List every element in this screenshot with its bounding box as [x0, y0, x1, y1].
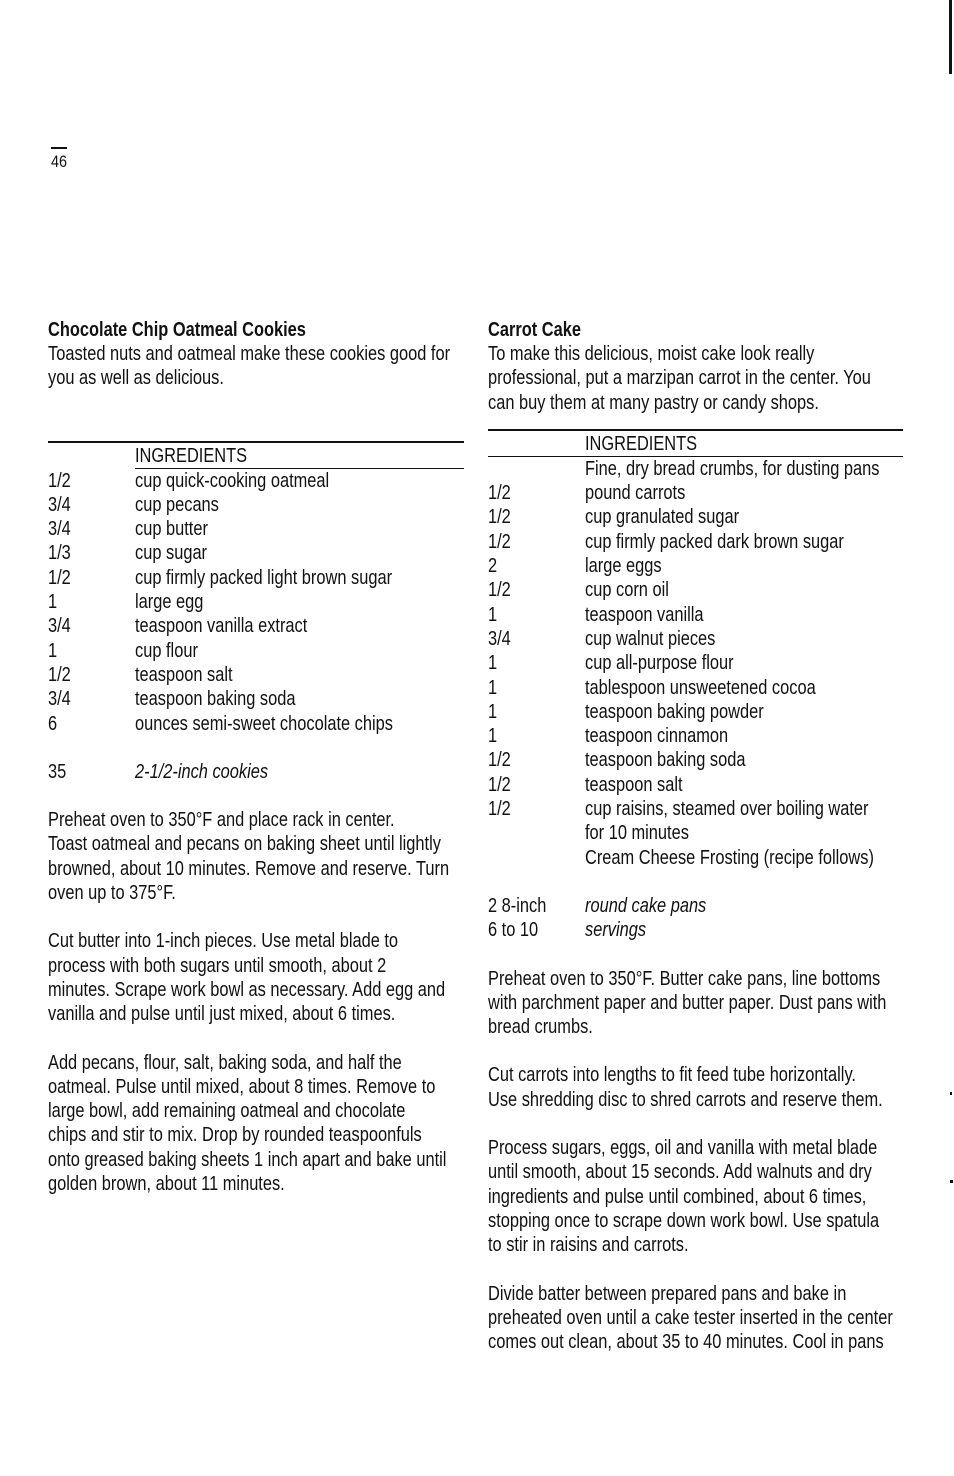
instruction-line: oven up to 375°F.: [48, 882, 176, 905]
recipe-intro: [488, 342, 903, 415]
ingredient-description: cup granulated sugar: [585, 506, 740, 529]
ingredient-description: cup flour: [135, 639, 198, 662]
ingredient-description: cup pecans: [135, 493, 219, 516]
instruction-line: Preheat oven to 350°F. Butter cake pans, line bottoms: [488, 967, 881, 990]
ingredient-row: [48, 639, 464, 663]
instruction-line: oatmeal. Pulse until mixed, about 8 times. Remove to: [48, 1075, 436, 1098]
ingredient-description: cup walnut pieces: [585, 627, 716, 650]
recipe-title: Chocolate Chip Oatmeal Cookies: [48, 319, 306, 341]
ingredient-row: [488, 530, 903, 554]
ingredient-row: [488, 700, 903, 724]
ingredient-row: [488, 457, 903, 481]
yield-list: [488, 894, 903, 943]
yield-row: [48, 760, 464, 784]
ingredient-list: [488, 457, 903, 870]
ingredient-quantity: 1: [488, 725, 498, 748]
instruction-paragraph: [488, 1063, 903, 1112]
instruction-line: process with both sugars until smooth, about 2: [48, 954, 387, 977]
ingredient-quantity: 6: [48, 712, 58, 735]
instruction-line: browned, about 10 minutes. Remove and reserve. Turn: [48, 857, 450, 880]
intro-line: To make this delicious, moist cake look really: [488, 343, 815, 365]
ingredient-description: tablespoon unsweetened cocoa: [585, 676, 816, 699]
ingredient-description: ounces semi-sweet chocolate chips: [135, 712, 393, 735]
ingredient-quantity: 1/2: [488, 773, 511, 796]
instruction-line: bread crumbs.: [488, 1016, 593, 1039]
yield-row: [488, 894, 903, 918]
scan-edge-mark: [949, 0, 952, 74]
yield-description: round cake pans: [585, 894, 707, 917]
ingredient-row: [488, 846, 903, 870]
ingredient-row: [48, 663, 464, 687]
ingredient-quantity: 1/2: [488, 530, 511, 553]
instruction-line: Cut carrots into lengths to fit feed tube horizontally.: [488, 1064, 856, 1087]
instruction-line: large bowl, add remaining oatmeal and chocolate: [48, 1100, 406, 1123]
instruction-line: with parchment paper and butter paper. Dust pans with: [488, 991, 887, 1014]
ingredients-header-label: INGREDIENTS: [135, 444, 248, 467]
ingredients-header: [48, 443, 464, 469]
ingredient-row: [488, 676, 903, 700]
ingredient-quantity: 3/4: [48, 688, 71, 711]
recipe-chocolate-chip-oatmeal-cookies: [48, 318, 464, 1196]
ingredient-description: cup corn oil: [585, 579, 669, 602]
ingredient-description: cup all-purpose flour: [585, 652, 734, 675]
ingredient-quantity: 1: [48, 591, 58, 614]
instruction-line: golden brown, about 11 minutes.: [48, 1173, 285, 1196]
instruction-paragraph: [488, 967, 903, 1040]
ingredients-header: [488, 431, 903, 457]
ingredient-quantity: 1/2: [488, 506, 511, 529]
instruction-line: vanilla and pulse until just mixed, about 6 times.: [48, 1003, 396, 1026]
ingredient-list: [48, 469, 464, 736]
instruction-paragraph: [488, 1136, 903, 1257]
ingredient-description: teaspoon vanilla: [585, 603, 704, 626]
ingredient-row: [48, 517, 464, 541]
scan-speck: [950, 1092, 952, 1095]
ingredient-description: cup sugar: [135, 542, 208, 565]
ingredient-quantity: 3/4: [48, 493, 71, 516]
instructions: [48, 808, 464, 1196]
ingredient-quantity: 1: [48, 639, 58, 662]
ingredient-row: [488, 481, 903, 505]
ingredient-description: pound carrots: [585, 482, 686, 505]
ingredient-description: Cream Cheese Frosting (recipe follows): [585, 846, 874, 869]
ingredient-description: teaspoon salt: [135, 663, 233, 686]
instruction-line: onto greased baking sheets 1 inch apart and bake until: [48, 1148, 447, 1171]
recipe-intro: [48, 342, 464, 391]
yield-quantity: 35: [48, 760, 67, 783]
instructions: [488, 967, 903, 1355]
instruction-paragraph: [48, 1051, 464, 1197]
ingredient-row: [488, 797, 903, 821]
ingredient-row: [488, 554, 903, 578]
ingredient-row: [48, 687, 464, 711]
ingredient-row: [48, 614, 464, 638]
ingredient-row: [488, 578, 903, 602]
intro-line: can buy them at many pastry or candy shops.: [488, 391, 819, 414]
intro-line: Toasted nuts and oatmeal make these cookies good for: [48, 343, 451, 365]
ingredient-row: [48, 712, 464, 736]
recipe-title: Carrot Cake: [488, 319, 581, 341]
ingredient-quantity: 1: [488, 700, 498, 723]
instruction-line: Process sugars, eggs, oil and vanilla with metal blade: [488, 1137, 878, 1160]
instruction-line: minutes. Scrape work bowl as necessary. Add egg and: [48, 978, 446, 1001]
ingredient-description: teaspoon salt: [585, 773, 683, 796]
ingredient-row: [488, 821, 903, 845]
instruction-line: Add pecans, flour, salt, baking soda, and half the: [48, 1051, 402, 1074]
yield-list: [48, 760, 464, 784]
ingredient-description: cup butter: [135, 518, 208, 541]
ingredient-row: [488, 603, 903, 627]
ingredient-quantity: 1/2: [48, 663, 71, 686]
ingredient-description: Fine, dry bread crumbs, for dusting pans: [585, 457, 880, 480]
ingredient-row: [488, 724, 903, 748]
intro-line: professional, put a marzipan carrot in the center. You: [488, 367, 871, 390]
ingredient-description: teaspoon baking soda: [585, 749, 746, 772]
page-number-rule: [51, 147, 67, 149]
ingredients-table: [48, 441, 464, 785]
ingredient-row: [48, 541, 464, 565]
ingredient-row: [488, 651, 903, 675]
ingredient-quantity: 3/4: [488, 627, 511, 650]
ingredient-row: [48, 590, 464, 614]
page-number-text: 46: [51, 152, 68, 171]
ingredient-row: [488, 748, 903, 772]
ingredient-quantity: 1/2: [488, 798, 511, 821]
ingredient-description: cup raisins, steamed over boiling water: [585, 798, 869, 821]
instruction-line: Preheat oven to 350°F and place rack in center.: [48, 809, 395, 832]
ingredient-quantity: 1/3: [48, 542, 71, 565]
ingredient-description: teaspoon baking soda: [135, 688, 296, 711]
instruction-line: comes out clean, about 35 to 40 minutes. Cool in pans: [488, 1331, 884, 1354]
ingredient-row: [48, 493, 464, 517]
ingredient-row: [488, 773, 903, 797]
instruction-paragraph: [48, 808, 464, 905]
instruction-line: Divide batter between prepared pans and bake in: [488, 1282, 847, 1305]
ingredient-quantity: 1: [488, 603, 498, 626]
ingredient-description: large eggs: [585, 555, 662, 578]
instruction-line: preheated oven until a cake tester inserted in the center: [488, 1306, 893, 1329]
recipe-carrot-cake: [488, 318, 903, 1354]
ingredient-quantity: 1/2: [488, 579, 511, 602]
instruction-line: Toast oatmeal and pecans on baking sheet until lightly: [48, 833, 441, 856]
instruction-paragraph: [488, 1282, 903, 1355]
yield-row: [488, 918, 903, 942]
ingredient-description: cup quick-cooking oatmeal: [135, 469, 330, 492]
ingredient-quantity: 2: [488, 555, 498, 578]
instruction-line: to stir in raisins and carrots.: [488, 1234, 689, 1257]
yield-quantity: 2 8-inch: [488, 894, 547, 917]
ingredient-description: cup firmly packed light brown sugar: [135, 566, 393, 589]
ingredient-description: for 10 minutes: [585, 822, 689, 845]
ingredient-description: teaspoon vanilla extract: [135, 615, 308, 638]
instruction-paragraph: [48, 929, 464, 1026]
instruction-line: until smooth, about 15 seconds. Add walnuts and dry: [488, 1161, 872, 1184]
yield-description: servings: [585, 919, 647, 942]
ingredient-description: teaspoon baking powder: [585, 700, 764, 723]
ingredient-row: [488, 627, 903, 651]
scan-speck: [950, 1180, 953, 1183]
instruction-line: chips and stir to mix. Drop by rounded teaspoonfuls: [48, 1124, 422, 1147]
ingredient-quantity: 1/2: [48, 469, 71, 492]
ingredient-quantity: 1/2: [488, 749, 511, 772]
instruction-line: Cut butter into 1-inch pieces. Use metal blade to: [48, 930, 399, 953]
ingredients-table: [488, 429, 903, 943]
yield-description: 2-1/2-inch cookies: [135, 760, 269, 783]
instruction-line: ingredients and pulse until combined, about 6 times,: [488, 1185, 867, 1208]
ingredient-quantity: 1/2: [488, 482, 511, 505]
yield-quantity: 6 to 10: [488, 919, 539, 942]
ingredient-description: cup firmly packed dark brown sugar: [585, 530, 844, 553]
ingredient-description: large egg: [135, 591, 204, 614]
ingredient-quantity: 1: [488, 676, 498, 699]
ingredients-header-label: INGREDIENTS: [585, 432, 698, 455]
ingredient-row: [488, 505, 903, 529]
ingredient-quantity: 3/4: [48, 615, 71, 638]
ingredient-quantity: 3/4: [48, 518, 71, 541]
ingredient-row: [48, 566, 464, 590]
instruction-line: stopping once to scrape down work bowl. Use spatula: [488, 1209, 880, 1232]
instruction-line: Use shredding disc to shred carrots and reserve them.: [488, 1088, 883, 1111]
ingredient-quantity: 1/2: [48, 566, 71, 589]
page-number: [51, 147, 70, 172]
ingredient-description: teaspoon cinnamon: [585, 725, 729, 748]
intro-line: you as well as delicious.: [48, 367, 224, 390]
ingredient-quantity: 1: [488, 652, 498, 675]
ingredient-row: [48, 469, 464, 493]
